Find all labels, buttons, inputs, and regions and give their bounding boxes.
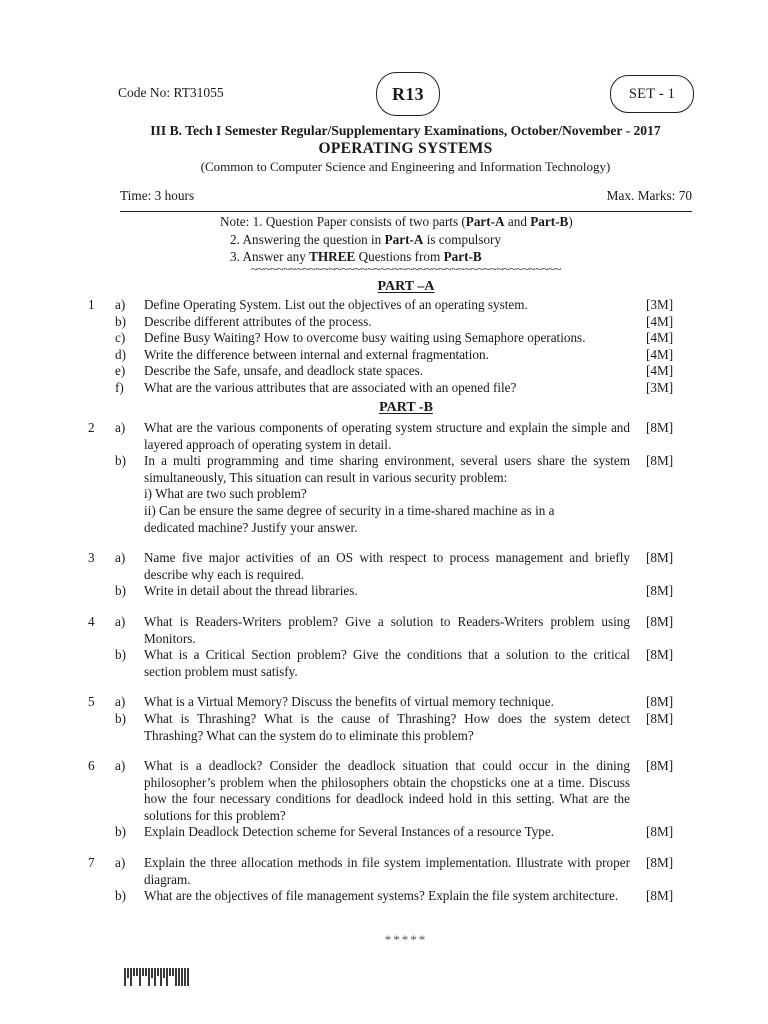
question-text: What are the various components of operating system structure and explain the simple and layered approach of operating system in detail. [144, 420, 630, 452]
question-letter: a) [115, 855, 126, 871]
question-letter: c) [115, 330, 126, 346]
question-row [88, 711, 688, 744]
barcode-bar [163, 968, 165, 978]
exam-info-row [120, 188, 692, 204]
question-row [88, 420, 688, 453]
question-marks: [3M] [646, 297, 674, 312]
question-number: 5 [88, 694, 95, 710]
question-letter: f) [115, 379, 124, 395]
barcode-bar [133, 968, 135, 976]
title-block [118, 122, 693, 176]
barcode-bar [130, 968, 132, 986]
question-marks: [4M] [646, 346, 674, 362]
question-text: What is Readers-Writers problem? Give a solution to Readers-Writers problem using Monitors. [144, 613, 630, 646]
question-text: Explain the three allocation methods in file system implementation. Illustrate with proper diagram. [144, 855, 630, 887]
question-letter: b) [115, 313, 126, 329]
part-b-heading [120, 400, 692, 416]
question-text: In a multi programming and time sharing environment, several users share the system simultaneously, This situation can result in various security problem: i) What are two such problem? ii) Can be ensure the same degree of security in a time-shared machine as in a dedicated machine? Justify your answer. [144, 453, 630, 535]
barcode-bar [181, 968, 183, 986]
question-marks: [8M] [646, 824, 674, 840]
question-marks: [8M] [646, 855, 674, 871]
question-row [88, 363, 688, 380]
instruction-2-prefix: 2. Answering the question in [230, 231, 385, 247]
question-marks: [8M] [646, 550, 674, 566]
examination-line: III B. Tech I Semester Regular/Supplementary Examinations, October/November - 2017 [150, 123, 661, 138]
question-letter: a) [115, 550, 126, 566]
question-letter: b) [115, 453, 126, 469]
question-row [88, 614, 688, 647]
question-marks: [3M] [646, 379, 674, 395]
question-row [88, 888, 688, 905]
question-text: What are the various attributes that are associated with an opened file? [144, 379, 517, 395]
barcode-bar [139, 968, 141, 986]
part-b-questions [88, 420, 688, 905]
barcode-bar [178, 968, 180, 986]
instruction-1-part-b: Part-B [530, 214, 569, 229]
part-a-heading-text: PART –A [377, 279, 435, 294]
question-letter: a) [115, 420, 126, 435]
barcode-bar [145, 968, 147, 976]
instruction-3-three: THREE [309, 249, 356, 264]
question-number: 2 [88, 420, 95, 435]
question-group [88, 550, 688, 600]
question-text: Define Busy Waiting? How to overcome busy waiting using Semaphore operations. [144, 330, 586, 346]
question-marks: [4M] [646, 313, 674, 329]
barcode-bar [160, 968, 162, 986]
instructions-block [120, 213, 692, 266]
subject-title: OPERATING SYSTEMS [318, 140, 493, 157]
question-text: Write in detail about the thread libraries. [144, 583, 358, 599]
question-letter: e) [115, 363, 126, 379]
question-marks: [8M] [646, 420, 674, 435]
tilde-separator: ~~~~~~~~~~~~~~~~~~~~~~~~~~~~~~~~~~~~~~~~~~~~~~~~ [250, 262, 562, 276]
question-row [88, 583, 688, 600]
page-header [118, 72, 693, 122]
question-marks: [8M] [646, 453, 674, 469]
question-row [88, 330, 688, 347]
question-marks: [8M] [646, 758, 674, 774]
part-a-questions [88, 297, 688, 397]
instruction-2-suffix: is compulsory [423, 231, 502, 247]
instruction-3-part-b: Part-B [443, 249, 482, 264]
part-b-heading-text: PART -B [379, 400, 433, 415]
question-row [88, 694, 688, 711]
common-to-line: (Common to Computer Science and Engineering and Information Technology) [200, 159, 611, 174]
question-text: Write the difference between internal and external fragmentation. [144, 346, 489, 362]
question-letter: a) [115, 758, 126, 774]
instruction-2 [120, 231, 692, 249]
question-marks: [8M] [646, 613, 674, 629]
question-text: Name five major activities of an OS with respect to process management and briefly describe why each is required. [144, 550, 630, 582]
question-row [88, 314, 688, 331]
question-row [88, 297, 688, 314]
question-group [88, 420, 688, 536]
question-group [88, 614, 688, 680]
question-letter: b) [115, 583, 126, 599]
question-letter: b) [115, 888, 126, 904]
max-marks: Max. Marks: 70 [606, 188, 692, 203]
end-marker: ***** [384, 932, 428, 947]
instruction-1-prefix: Note: 1. Question Paper consists of two parts ( [220, 214, 466, 229]
barcode-bar [124, 968, 126, 986]
question-row [88, 347, 688, 364]
question-row [88, 453, 688, 536]
question-letter: d) [115, 346, 126, 362]
question-subline: dedicated machine? Justify your answer. [144, 519, 358, 535]
barcode-bar [157, 968, 159, 976]
question-row [88, 550, 688, 583]
question-marks: [4M] [646, 363, 674, 379]
header-divider [120, 211, 692, 212]
question-row [88, 647, 688, 680]
barcode-bar [151, 968, 153, 978]
question-letter: a) [115, 297, 126, 312]
question-text: What is a Critical Section problem? Give the conditions that a solution to the critical section problem must satisfy. [144, 647, 630, 679]
barcode-bar [184, 968, 186, 986]
exam-duration: Time: 3 hours [120, 188, 195, 203]
barcode-bar [148, 968, 150, 986]
question-text: What is a Virtual Memory? Discuss the benefits of virtual memory technique. [144, 694, 554, 710]
question-text: Explain Deadlock Detection scheme for Several Instances of a resource Type. [144, 824, 555, 840]
question-text: Define Operating System. List out the objectives of an operating system. [144, 297, 528, 312]
part-a-heading [120, 279, 692, 295]
question-number: 3 [88, 550, 95, 566]
question-letter: b) [115, 647, 126, 663]
barcode-bar [175, 968, 177, 986]
question-letter: b) [115, 710, 126, 726]
question-letter: a) [115, 613, 126, 629]
question-number: 4 [88, 613, 95, 629]
question-marks: [4M] [646, 330, 674, 346]
instruction-1-suffix: ) [568, 214, 573, 229]
question-marks: [8M] [646, 710, 674, 726]
barcode-bar [127, 968, 129, 978]
question-marks: [8M] [646, 694, 674, 710]
question-text: What is a deadlock? Consider the deadlock situation that could occur in the dining philosopher’s problem when the philosophers obtain the chopsticks one at a time. Discuss how the four necessary conditions for deadlock indeed hold in this setting. What are the solutions for this problem? [144, 758, 630, 823]
question-marks: [8M] [646, 647, 674, 663]
question-group [88, 855, 688, 905]
question-letter: b) [115, 824, 126, 840]
barcode-bar [136, 968, 138, 976]
question-marks: [8M] [646, 888, 674, 904]
barcode [124, 968, 189, 994]
question-marks: [8M] [646, 583, 674, 599]
barcode-bar [166, 968, 168, 986]
question-row [88, 380, 688, 397]
question-letter: a) [115, 694, 126, 710]
question-group [88, 758, 688, 841]
question-subline: ii) Can be ensure the same degree of security in a time-shared machine as in a [144, 502, 555, 518]
instruction-3-prefix: 3. Answer any [230, 249, 310, 264]
barcode-bar [187, 968, 189, 986]
question-row [88, 855, 688, 888]
barcode-bar [154, 968, 156, 986]
question-group [88, 694, 688, 744]
instruction-3-mid: Questions from [355, 249, 444, 264]
regulation-badge: R13 [376, 72, 440, 116]
question-text: Describe the Safe, unsafe, and deadlock state spaces. [144, 363, 424, 379]
question-number: 6 [88, 758, 95, 774]
instruction-2-part-a: Part-A [384, 231, 424, 247]
barcode-bar [172, 968, 174, 976]
set-badge: SET - 1 [610, 75, 694, 113]
question-text: What are the objectives of file management systems? Explain the file system architecture. [144, 888, 619, 904]
instruction-1 [120, 213, 692, 231]
barcode-bar [142, 968, 144, 976]
question-row [88, 758, 688, 824]
question-row [88, 824, 688, 841]
question-text: What is Thrashing? What is the cause of Thrashing? How does the system detect Thrashing? What can the system do to eliminate this problem? [144, 710, 630, 743]
code-number: Code No: RT31055 [118, 85, 224, 100]
instruction-1-mid: and [504, 214, 531, 229]
instruction-1-part-a: Part-A [465, 214, 505, 229]
question-subline: i) What are two such problem? [144, 486, 307, 502]
question-number: 7 [88, 855, 95, 871]
barcode-bar [169, 968, 171, 976]
question-text: Describe different attributes of the process. [144, 313, 372, 329]
question-number: 1 [88, 297, 95, 312]
